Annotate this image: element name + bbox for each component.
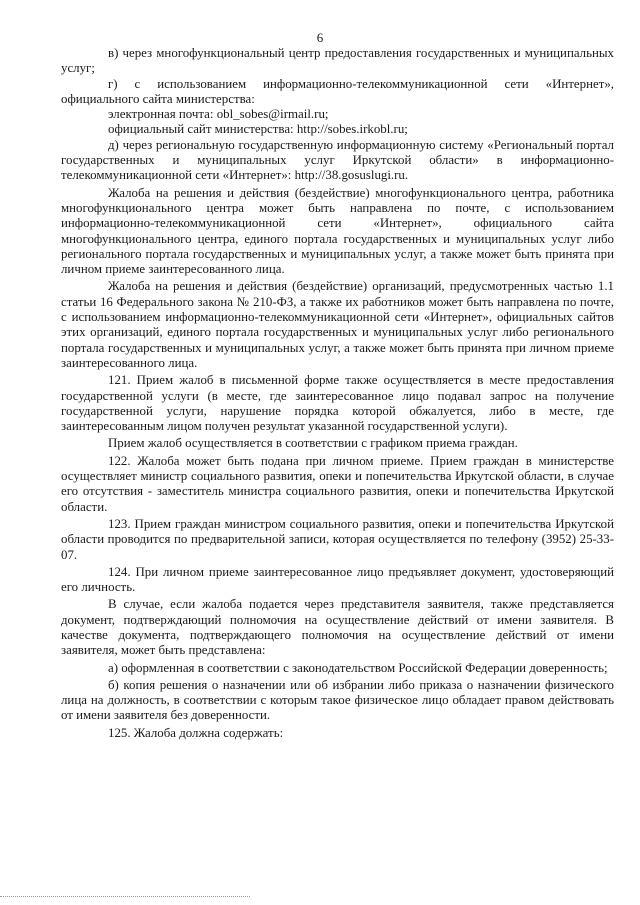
paragraph-item-v: в) через многофункциональный центр предоставления государственных и муниципальных услуг; <box>61 46 614 76</box>
paragraph-item-g: г) с использованием информационно-телекоммуникационной сети «Интернет», официального сайта министерства: <box>61 76 614 106</box>
paragraph-122: 122. Жалоба может быть подана при личном приеме. Прием граждан в министерстве осуществляет министр социального развития, опеки и попечительства Иркутской области, в случае его отсутствия - заместитель министра социального развития, опеки и попечительства Иркутской области. <box>61 453 614 514</box>
paragraph-email: электронная почта: obl_sobes@irmail.ru; <box>108 107 329 122</box>
paragraph-123: 123. Прием граждан министром социального развития, опеки и попечительства Иркутской области проводится по предварительной записи, которая осуществляется по телефону (3952) 25-33-07. <box>61 516 614 562</box>
paragraph-item-d: д) через региональную государственную информационную систему «Региональный портал государственных и муниципальных услуг Иркутской области» в информационно-телекоммуникационной сети «Интернет»: http://38.gosuslugi.ru. <box>61 137 614 183</box>
page-number: 6 <box>316 30 324 45</box>
paragraph-mfc-complaint: Жалоба на решения и действия (бездействие) многофункционального центра, работника многофункционального центра может быть направлена по почте, с использованием информационно-телекоммуникационной сети «Интернет», официального сайта многофункционального центра, единого портала государственных и муниципальных услуг либо регионального портала государственных и муниципальных услуг, а также может быть принята при личном приеме заинтересованного лица. <box>61 185 614 277</box>
paragraph-schedule: Прием жалоб осуществляется в соответствии с графиком приема граждан. <box>108 436 518 451</box>
paragraph-organizations-complaint: Жалоба на решения и действия (бездействие) организаций, предусмотренных частью 1.1 статьи 16 Федерального закона № 210-ФЗ, а также их работников может быть направлена по почте, с использованием информационно-телекоммуникационной сети «Интернет», официальных сайтов этих организаций, единого портала государственных и муниципальных услуг либо регионального портала государственных и муниципальных услуг, а также может быть принята при личном приеме заинтересованного лица. <box>61 279 614 370</box>
document-body <box>61 46 614 741</box>
paragraph-124: 124. При личном приеме заинтересованное лицо предъявляет документ, удостоверяющий его личность. <box>61 564 614 595</box>
paragraph-121: 121. Прием жалоб в письменной форме также осуществляется в месте предоставления государственной услуги (в месте, где заинтересованное лицо подавал запрос на получение государственной услуги, нарушение порядка которой обжалуется, либо в месте, где заинтересованным лицом получен результат указанной государственной услуги). <box>61 373 614 434</box>
footer-rule <box>0 896 250 897</box>
paragraph-representative: В случае, если жалоба подается через представителя заявителя, также представляется документ, подтверждающий полномочия на осуществление действий от имени заявителя. В качестве документа, подтверждающего полномочия на осуществление действий от имени заявителя, может быть представлена: <box>61 597 614 658</box>
paragraph-item-a: а) оформленная в соответствии с законодательством Российской Федерации доверенность; <box>108 660 608 675</box>
paragraph-item-b: б) копия решения о назначении или об избрании либо приказа о назначении физического лица на должность, в соответствии с которым такое физическое лицо обладает правом действовать от имени заявителя без доверенности. <box>61 677 614 723</box>
paragraph-125: 125. Жалоба должна содержать: <box>108 725 284 740</box>
paragraph-website: официальный сайт министерства: http://sobes.irkobl.ru; <box>108 122 408 137</box>
